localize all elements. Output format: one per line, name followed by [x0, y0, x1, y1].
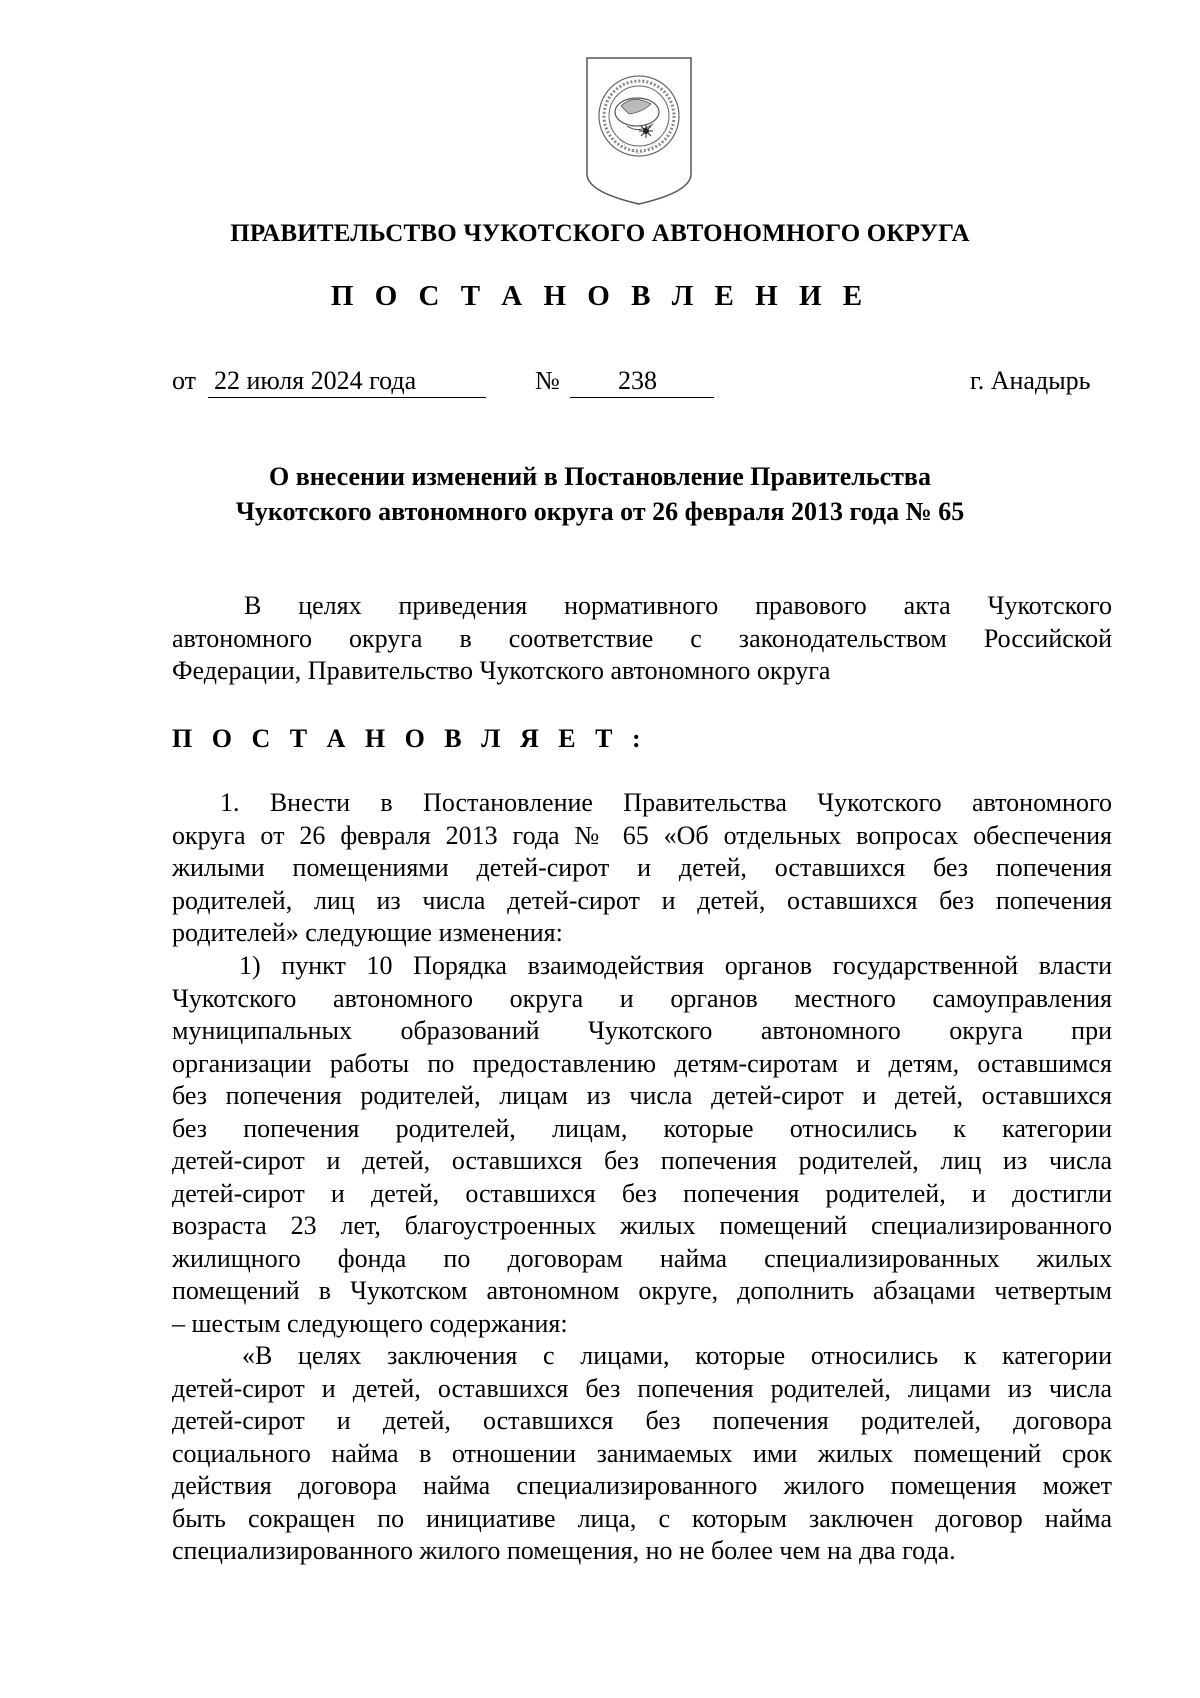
text-line: социального найма в отношении занимаемых ими жилых помещений срок: [172, 1438, 1112, 1468]
subject-line: О внесении изменений в Постановление Правительства: [269, 462, 931, 491]
number-underline: [570, 397, 714, 398]
text-line: специализированного жилого помещения, но не более чем на два года.: [172, 1536, 956, 1565]
coat-of-arms-icon: [583, 54, 695, 206]
document-number: 238: [618, 366, 657, 395]
text-line: жилыми помещениями детей-сирот и детей, оставшихся без попечения: [172, 853, 1112, 882]
text-line: 1) пункт 10 Порядка взаимодействия органов государственной власти: [239, 951, 1112, 980]
document-date: 22 июля 2024 года: [214, 366, 417, 395]
text-line: округа от 26 февраля 2013 года № 65 «Об отдельных вопросах обеспечения: [172, 820, 1112, 850]
text-line: родителей» следующие изменения:: [172, 918, 563, 947]
from-label: от: [172, 366, 197, 395]
text-line: помещений в Чукотском автономном округе, дополнить абзацами четвертым: [172, 1276, 1112, 1305]
document-type-title: П О С Т А Н О В Л Е Н И Е: [330, 280, 870, 312]
text-line: организации работы по предоставлению детям-сиротам и детям, оставшимся: [172, 1048, 1112, 1078]
text-line: автономного округа в соответствие с законодательством Российской: [172, 623, 1112, 653]
date-number-line: [0, 366, 1200, 402]
text-line: детей-сирот и детей, оставшихся без попечения родителей, договора: [172, 1406, 1112, 1435]
document-subject: [0, 459, 1200, 529]
text-line: родителей, лиц из числа детей-сирот и детей, оставшихся без попечения: [172, 885, 1112, 915]
number-label: №: [535, 366, 560, 395]
text-line: – шестым следующего содержания:: [172, 1308, 568, 1338]
preamble-paragraph: [172, 590, 1112, 688]
subitem-1-paragraph: [172, 950, 1112, 1340]
text-line: без попечения родителей, лицам, которые относились к категории: [172, 1113, 1112, 1143]
quoted-paragraph: [172, 1340, 1112, 1568]
subject-line: Чукотского автономного округа от 26 февраля 2013 года № 65: [235, 497, 965, 526]
coat-of-arms-emblem: [583, 54, 695, 206]
text-line: В целях приведения нормативного правового акта Чукотского: [244, 591, 1112, 620]
text-line: муниципальных образований Чукотского автономного округа при: [172, 1016, 1112, 1045]
organization-title: ПРАВИТЕЛЬСТВО ЧУКОТСКОГО АВТОНОМНОГО ОКРУГА: [230, 220, 970, 247]
item-1-paragraph: [172, 787, 1112, 950]
text-line: Чукотского автономного округа и органов местного самоуправления: [172, 983, 1112, 1013]
text-line: без попечения родителей, лицам из числа детей-сирот и детей, оставшихся: [172, 1081, 1112, 1110]
text-line: 1. Внести в Постановление Правительства Чукотского автономного: [220, 788, 1112, 817]
text-line: Федерации, Правительство Чукотского автономного округа: [172, 656, 831, 685]
text-line: жилищного фонда по договорам найма специализированных жилых: [172, 1243, 1112, 1273]
text-line: действия договора найма специализированного жилого помещения может: [172, 1471, 1112, 1500]
text-line: детей-сирот и детей, оставшихся без попечения родителей, и достигли: [172, 1178, 1112, 1208]
text-line: детей-сирот и детей, оставшихся без попечения родителей, лицами из числа: [172, 1373, 1112, 1403]
resolves-heading: П О С Т А Н О В Л Я Е Т :: [172, 724, 648, 753]
text-line: возраста 23 лет, благоустроенных жилых помещений специализированного: [172, 1211, 1112, 1240]
document-place: г. Анадырь: [970, 366, 1091, 395]
text-line: быть сокращен по инициативе лица, с которым заключен договор найма: [172, 1503, 1112, 1533]
text-line: детей-сирот и детей, оставшихся без попечения родителей, лиц из числа: [172, 1146, 1112, 1175]
date-underline: [208, 397, 486, 398]
text-line: «В целях заключения с лицами, которые относились к категории: [242, 1341, 1112, 1370]
